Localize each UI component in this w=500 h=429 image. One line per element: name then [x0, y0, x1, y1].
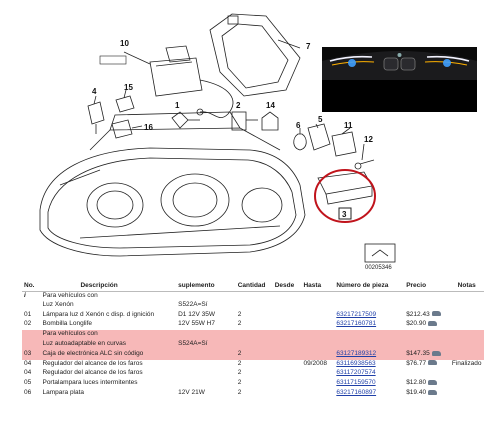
col-supplement: suplemento: [176, 280, 236, 291]
cell-part-number: [334, 301, 404, 311]
cell-to: [301, 301, 334, 311]
cell-quantity: 2: [236, 350, 273, 360]
cell-to: [301, 311, 334, 321]
cell-part-number: [334, 369, 404, 379]
car-icon[interactable]: [432, 351, 441, 356]
col-description: Descripción: [40, 280, 176, 291]
cell-part-number: [334, 350, 404, 360]
cell-no: i: [24, 291, 26, 299]
car-icon[interactable]: [428, 380, 437, 385]
cell-quantity: 2: [237, 369, 242, 377]
cell-quantity: [236, 330, 273, 340]
cell-from: [273, 340, 302, 350]
cell-supplement: [176, 350, 236, 360]
cell-description: Luz autoadaptable en curvas: [40, 340, 176, 350]
table-row: [22, 340, 484, 350]
col-price: Precio: [404, 280, 449, 291]
callout-4: 4: [92, 87, 97, 96]
callout-12: 12: [364, 135, 373, 144]
cell-from: [273, 301, 302, 311]
cell-from: [273, 330, 302, 340]
cell-price: [404, 320, 449, 330]
table-row: [22, 320, 484, 330]
cell-supplement: [176, 291, 236, 301]
cell-notes: [449, 311, 484, 321]
cell-quantity: [236, 301, 273, 311]
table-row: [22, 350, 484, 360]
cell-supplement: S524A=Sí: [176, 340, 236, 350]
table-row: [22, 360, 484, 370]
table-header-row: [22, 280, 484, 291]
cell-notes: Finalizado: [451, 359, 482, 367]
cell-supplement: S522A=Sí: [178, 300, 208, 308]
cell-price: [404, 350, 449, 360]
cell-no: [22, 330, 40, 340]
part-number-link[interactable]: 63217160897: [336, 388, 377, 396]
cell-part-number: [334, 340, 404, 350]
price-value: $20.90: [406, 320, 427, 328]
car-icon[interactable]: [428, 360, 437, 365]
cell-part-number: [334, 389, 404, 399]
cell-price: [404, 330, 449, 340]
cell-notes: [449, 350, 484, 360]
cell-no: 04: [24, 359, 32, 367]
col-quantity: Cantidad: [236, 280, 273, 291]
price-value: $12.80: [406, 379, 427, 387]
cell-notes: [449, 301, 484, 311]
cell-supplement: [176, 330, 236, 340]
cell-to: [301, 379, 334, 389]
cell-description: Portalampara luces intermitentes: [42, 379, 138, 387]
cell-to: [301, 369, 334, 379]
cell-to: [301, 340, 334, 350]
cell-notes: [449, 340, 484, 350]
cell-notes: [449, 330, 484, 340]
cell-price: [404, 389, 449, 399]
cell-from: [273, 360, 302, 370]
callout-5: 5: [318, 115, 323, 124]
cell-to: [301, 330, 334, 340]
cell-description: Caja de electrónica ALC sin código: [40, 350, 176, 360]
part-number-link[interactable]: 63127189312: [336, 349, 377, 357]
table-row: [22, 389, 484, 399]
callout-14: 14: [266, 101, 275, 110]
cell-to: [301, 389, 334, 399]
cell-notes: [449, 320, 484, 330]
cell-notes: [449, 389, 484, 399]
parts-table: [22, 280, 484, 399]
car-icon[interactable]: [432, 311, 441, 316]
table-row: [22, 301, 484, 311]
cell-quantity: [236, 291, 273, 301]
cell-quantity: 2: [237, 320, 242, 328]
price-value: $147.35: [406, 349, 430, 357]
cell-part-number: [334, 330, 404, 340]
callout-16: 16: [144, 123, 153, 132]
cell-no: 05: [24, 379, 32, 387]
cell-description: Regulador del alcance de los faros: [42, 369, 143, 377]
table-row: [22, 311, 484, 321]
cell-notes: [449, 369, 484, 379]
col-to: Hasta: [301, 280, 334, 291]
callout-15: 15: [124, 83, 133, 92]
cell-description: Regulador del alcance de los faros: [42, 359, 143, 367]
cell-quantity: 2: [237, 388, 242, 396]
cell-part-number: [334, 320, 404, 330]
part-number-link[interactable]: 63117207574: [336, 369, 376, 377]
cell-from: [273, 389, 302, 399]
cell-from: [273, 369, 302, 379]
cell-to: [301, 320, 334, 330]
col-from: Desde: [273, 280, 302, 291]
cell-no: 06: [24, 388, 32, 396]
col-notes: Notas: [449, 280, 484, 291]
part-number-link[interactable]: 63116938563: [336, 359, 376, 367]
table-row: [22, 291, 484, 301]
cell-price: [404, 291, 449, 301]
price-value: $76.77: [406, 359, 427, 367]
cell-quantity: 2: [237, 310, 242, 318]
cell-price: [404, 379, 449, 389]
cell-quantity: 2: [237, 359, 242, 367]
cell-description: Lámpara luz d Xenón c disp. d ignición: [42, 310, 155, 318]
cell-price: [404, 360, 449, 370]
callout-7: 7: [306, 42, 311, 51]
car-front-image: [322, 47, 477, 80]
callout-11: 11: [344, 121, 353, 130]
cell-from: [273, 320, 302, 330]
car-icon[interactable]: [428, 390, 437, 395]
cell-no: 01: [24, 310, 32, 318]
cell-part-number: [334, 379, 404, 389]
cell-price: [404, 311, 449, 321]
callout-2: 2: [236, 101, 241, 110]
cell-no: 02: [24, 320, 32, 328]
cell-part-number: [334, 291, 404, 301]
cell-notes: [449, 379, 484, 389]
cell-description: Para vehículos con: [40, 330, 176, 340]
price-value: $212.43: [406, 310, 430, 318]
table-row: [22, 330, 484, 340]
cell-to: 09/2008: [303, 359, 327, 367]
cell-supplement: 12V 21W: [178, 388, 205, 396]
table-row: [22, 379, 484, 389]
cell-no: 04: [24, 369, 32, 377]
cell-description: Para vehículos con: [42, 291, 98, 299]
cell-no: 03: [22, 350, 40, 360]
brand-banner: [322, 47, 477, 112]
cell-from: [273, 379, 302, 389]
price-value: $19.40: [406, 388, 427, 396]
cell-supplement: [176, 360, 236, 370]
callout-6: 6: [296, 121, 301, 130]
cell-description: Bombilla Longlife: [42, 320, 92, 328]
col-no: No.: [22, 280, 40, 291]
cell-quantity: 2: [237, 379, 242, 387]
cell-quantity: [236, 340, 273, 350]
cell-to: [301, 350, 334, 360]
cell-part-number: [334, 311, 404, 321]
cell-supplement: [176, 369, 236, 379]
cell-supplement: D1 12V 35W: [178, 310, 215, 318]
cell-no: [22, 340, 40, 350]
col-part-number: Número de pieza: [334, 280, 404, 291]
callout-3: 3: [342, 210, 347, 219]
cell-supplement: 12V 55W H7: [178, 320, 215, 328]
callout-10: 10: [120, 39, 129, 48]
cell-description: Lampara plata: [42, 388, 85, 396]
cell-description: Luz Xenón: [42, 300, 74, 308]
table-row: [22, 369, 484, 379]
cell-price: [404, 369, 449, 379]
part-number-link[interactable]: 63217160781: [336, 320, 377, 328]
cell-supplement: [176, 379, 236, 389]
cell-to: [301, 291, 334, 301]
cell-no: [22, 301, 40, 311]
cell-from: [273, 350, 302, 360]
part-number-link[interactable]: 63117159570: [336, 379, 376, 387]
cell-from: [273, 311, 302, 321]
cell-part-number: [334, 360, 404, 370]
car-icon[interactable]: [428, 321, 437, 326]
part-number-link[interactable]: 63217217509: [336, 310, 377, 318]
cell-from: [273, 291, 302, 301]
cell-price: [404, 340, 449, 350]
callout-1: 1: [175, 101, 180, 110]
diagram-code: 00205346: [365, 265, 392, 271]
cell-price: [404, 301, 449, 311]
cell-notes: [449, 291, 484, 301]
